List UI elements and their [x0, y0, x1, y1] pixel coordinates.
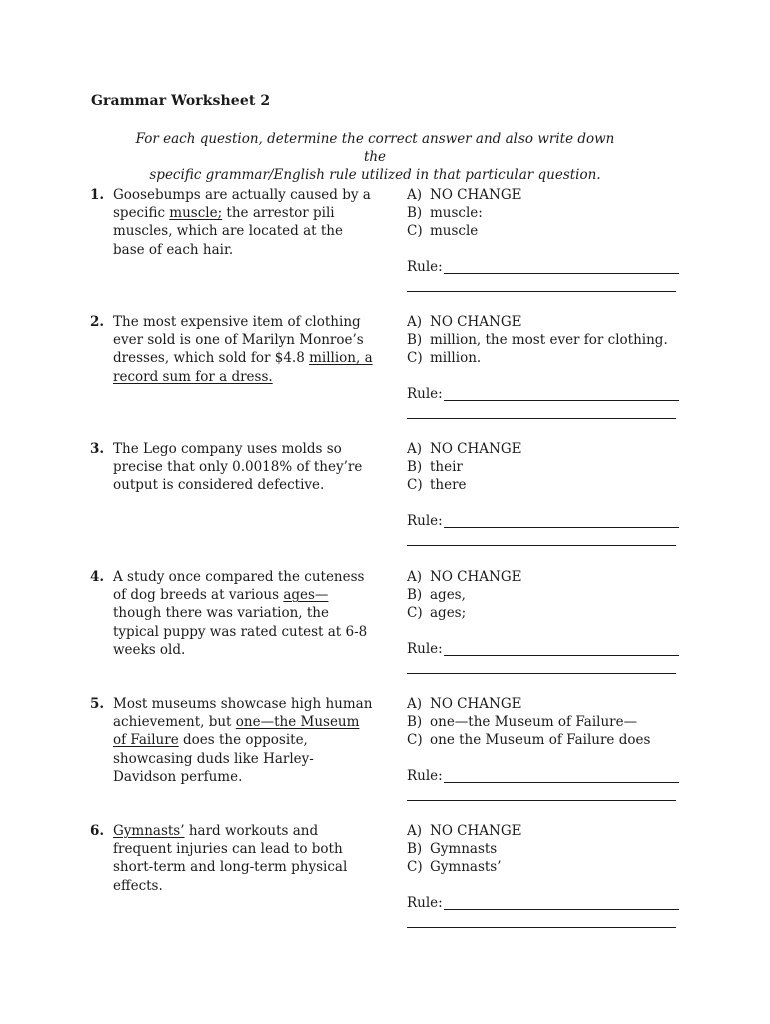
question-item: [0, 568, 770, 688]
choice-text: ages;: [430, 605, 467, 622]
question-text: [113, 313, 373, 386]
choice-text: NO CHANGE: [430, 314, 522, 330]
question-text-segment: hard workouts and frequent injuries can lead to both short-term and long-term physical effects.: [113, 823, 348, 894]
question-number: 4.: [90, 569, 105, 585]
choice-text: million, the most ever for clothing.: [430, 332, 668, 349]
rule-label: Rule:: [407, 768, 443, 784]
choice-text: NO CHANGE: [430, 441, 522, 457]
answer-choices: [407, 186, 707, 241]
rule-answer-line: [407, 545, 676, 546]
choice-letter: B): [407, 714, 423, 731]
answer-choice: [407, 476, 707, 494]
question-item: [0, 695, 770, 815]
rule-answer-line: [407, 673, 676, 674]
rule-answer-line: [407, 291, 676, 292]
question-text-segment: Goosebumps are actually caused by a specific: [113, 187, 371, 222]
rule-answer-line: [407, 800, 676, 801]
choice-letter: B): [407, 587, 423, 604]
answer-choice: [407, 568, 707, 586]
question-text-segment: does the opposite, showcasing duds like Harley-Davidson perfume.: [113, 732, 314, 785]
question-number: 2.: [90, 314, 105, 330]
choice-text: NO CHANGE: [430, 823, 522, 839]
rule-answer-line: [444, 909, 679, 910]
underlined-phrase: Gymnasts’: [113, 823, 185, 839]
answer-choice: [407, 349, 707, 367]
question-text: [113, 440, 373, 495]
rule-label: Rule:: [407, 259, 443, 275]
question-text: [113, 568, 373, 659]
rule-answer-line: [444, 527, 679, 528]
choice-letter: C): [407, 859, 423, 876]
underlined-phrase: ages—: [283, 587, 329, 604]
answer-choice: [407, 713, 707, 731]
choice-letter: A): [407, 187, 423, 203]
question-item: [0, 313, 770, 433]
question-item: [0, 440, 770, 560]
answer-choice: [407, 604, 707, 622]
instructions: [130, 130, 620, 184]
answer-choice: [407, 440, 707, 458]
question-text-segment: Most museums showcase high human achievement, but: [113, 696, 373, 731]
instructions-line: specific grammar/English rule utilized in that particular question.: [149, 167, 601, 183]
answer-choice: [407, 331, 707, 349]
answer-choice: [407, 458, 707, 476]
question-text-segment: the arrestor pili muscles, which are located at the base of each hair.: [113, 205, 343, 258]
choice-letter: C): [407, 605, 423, 622]
choice-text: Gymnasts’: [430, 859, 502, 876]
rule-label: Rule:: [407, 386, 443, 402]
rule-answer-line: [407, 418, 676, 419]
answer-choice: [407, 186, 707, 204]
question-number: 3.: [90, 441, 105, 457]
choice-text: ages,: [430, 587, 466, 604]
choice-text: one the Museum of Failure does: [430, 732, 651, 749]
choice-text: muscle:: [430, 205, 483, 222]
answer-choice: [407, 695, 707, 713]
choice-text: one—the Museum of Failure—: [430, 714, 638, 731]
question-text: [113, 822, 373, 895]
choice-letter: A): [407, 823, 423, 839]
choice-text: NO CHANGE: [430, 187, 522, 203]
rule-answer-line: [444, 273, 679, 274]
choice-text: NO CHANGE: [430, 696, 522, 712]
question-number: 5.: [90, 696, 105, 712]
question-text-segment: The most expensive item of clothing ever sold is one of Marilyn Monroe’s dresses, which sold for $4.8: [113, 314, 364, 367]
answer-choice: [407, 840, 707, 858]
rule-answer-line: [444, 400, 679, 401]
choice-letter: C): [407, 732, 423, 749]
choice-text: NO CHANGE: [430, 569, 522, 585]
instructions-line: For each question, determine the correct answer and also write down the: [135, 131, 615, 165]
question-text: [113, 186, 373, 259]
choice-text: million.: [430, 350, 482, 367]
answer-choices: [407, 695, 707, 750]
choice-text: Gymnasts: [430, 841, 498, 858]
question-text-segment: A study once compared the cuteness of dog breeds at various: [113, 569, 365, 604]
answer-choice: [407, 586, 707, 604]
choice-letter: B): [407, 841, 423, 858]
question-number: 6.: [90, 823, 105, 839]
choice-text: there: [430, 477, 467, 494]
choice-text: their: [430, 459, 463, 476]
question-text: [113, 695, 373, 786]
underlined-phrase: million, a record sum for a dress.: [113, 350, 373, 385]
answer-choice: [407, 858, 707, 876]
underlined-phrase: one—the Museum of Failure: [113, 714, 360, 749]
choice-letter: A): [407, 441, 423, 457]
answer-choice: [407, 204, 707, 222]
page-title: Grammar Worksheet 2: [91, 93, 271, 109]
answer-choice: [407, 822, 707, 840]
answer-choice: [407, 222, 707, 240]
question-number: 1.: [90, 187, 105, 203]
question-text-segment: The Lego company uses molds so precise that only 0.0018% of they’re output is considered defective.: [113, 441, 363, 494]
choice-letter: A): [407, 569, 423, 585]
choice-letter: C): [407, 350, 423, 367]
choice-text: muscle: [430, 223, 479, 240]
answer-choices: [407, 440, 707, 495]
question-item: [0, 822, 770, 942]
answer-choice: [407, 731, 707, 749]
question-item: [0, 186, 770, 306]
underlined-phrase: muscle;: [169, 205, 223, 222]
rule-answer-line: [444, 655, 679, 656]
rule-answer-line: [444, 782, 679, 783]
choice-letter: C): [407, 477, 423, 494]
rule-label: Rule:: [407, 641, 443, 657]
rule-answer-line: [407, 927, 676, 928]
answer-choices: [407, 822, 707, 877]
rule-label: Rule:: [407, 513, 443, 529]
question-text-segment: though there was variation, the typical puppy was rated cutest at 6-8 weeks old.: [113, 605, 368, 658]
answer-choices: [407, 313, 707, 368]
answer-choices: [407, 568, 707, 623]
choice-letter: C): [407, 223, 423, 240]
choice-letter: B): [407, 205, 423, 222]
choice-letter: B): [407, 459, 423, 476]
rule-label: Rule:: [407, 895, 443, 911]
choice-letter: A): [407, 314, 423, 330]
choice-letter: B): [407, 332, 423, 349]
answer-choice: [407, 313, 707, 331]
choice-letter: A): [407, 696, 423, 712]
